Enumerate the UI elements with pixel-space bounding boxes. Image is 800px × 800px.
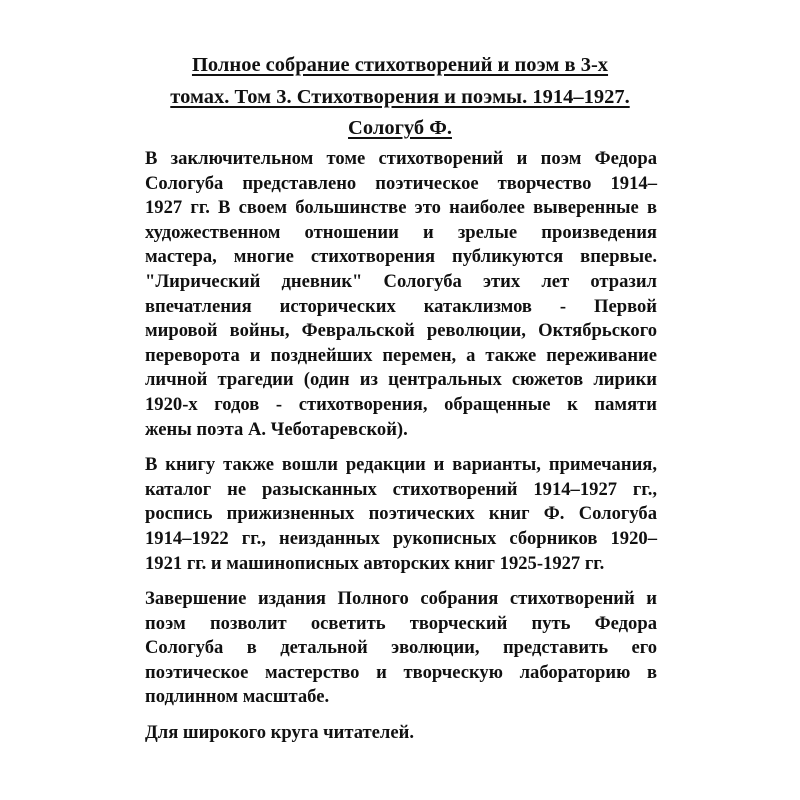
paragraph-line: Для широкого круга читателей. [145, 722, 414, 744]
paragraph-line: личной трагедии (один из центральных сюжетов лирики [145, 369, 657, 391]
paragraph-line: Завершение издания Полного собрания стихотворений и [145, 588, 657, 610]
paragraph-line: мастера, многие стихотворения публикуются впервые. [145, 246, 657, 268]
paragraph-line: подлинном масштабе. [145, 686, 330, 708]
paragraph-line: каталог не разысканных стихотворений 1914–1927 гг., [145, 478, 657, 500]
description-paragraph [145, 453, 657, 576]
paragraph-line: поэм позволит осветить творческий путь Федора [145, 612, 657, 634]
paragraph-line: 1921 гг. и машинописных авторских книг 1925-1927 гг. [145, 552, 605, 574]
title-line: Полное собрание стихотворений и поэм в 3-х [191, 54, 609, 76]
description-paragraph [145, 587, 657, 710]
paragraph-line: впечатления исторических катаклизмов - Первой [145, 295, 657, 317]
description-paragraph [145, 147, 657, 442]
paragraph-line: В заключительном томе стихотворений и поэм Федора [145, 148, 657, 169]
paragraph-line: поэтическое мастерство и творческую лабораторию в [145, 661, 657, 683]
paragraph-line: 1920-х годов - стихотворения, обращенные к памяти [145, 393, 657, 415]
title-line: томах. Том 3. Стихотворения и поэмы. 1914–1927. [170, 85, 630, 108]
title-line: Сологуб Ф. [348, 117, 452, 139]
paragraph-line: "Лирический дневник" Сологуба этих лет отразил [145, 270, 657, 292]
paragraph-line: мировой войны, Февральской революции, Октябрьского [145, 320, 657, 342]
book-description [145, 147, 657, 757]
paragraph-line: В книгу также вошли редакции и варианты, примечания, [145, 454, 657, 476]
paragraph-line: роспись прижизненных поэтических книг Ф. Сологуба [145, 503, 657, 525]
paragraph-line: 1914–1922 гг., неизданных рукописных сборников 1920– [145, 527, 657, 549]
paragraph-line: переворота и позднейших перемен, а также переживание [145, 344, 657, 366]
description-paragraph [145, 721, 657, 746]
book-title [120, 50, 680, 145]
paragraph-line: Сологуба в детальной эволюции, представить его [145, 637, 657, 659]
paragraph-line: жены поэта А. Чеботаревской). [145, 418, 408, 440]
paragraph-line: Сологуба представлено поэтическое творчество 1914– [145, 172, 657, 194]
paragraph-line: 1927 гг. В своем большинстве это наиболее выверенные в [145, 197, 657, 219]
paragraph-line: художественном отношении и зрелые произведения [145, 221, 657, 243]
